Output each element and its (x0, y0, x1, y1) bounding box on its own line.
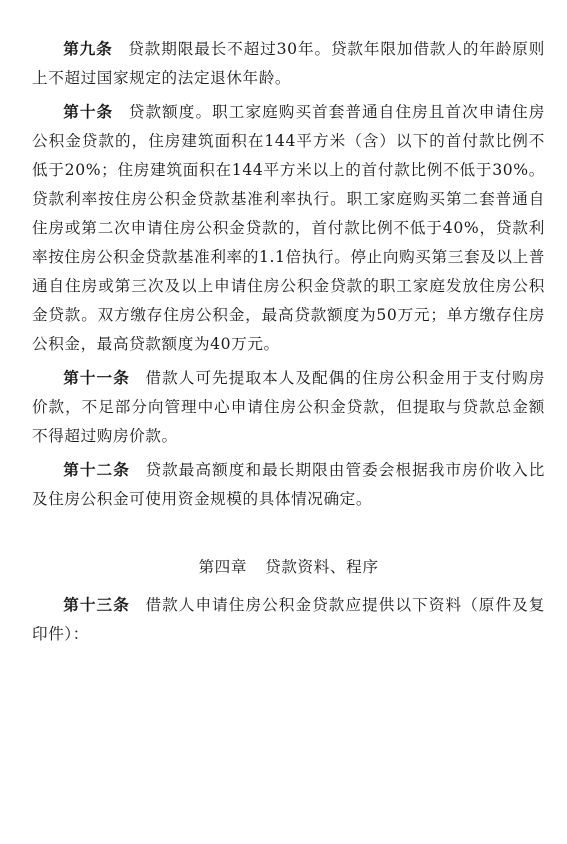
chapter-heading (32, 552, 545, 582)
article-11 (32, 363, 545, 451)
article-13 (32, 590, 545, 649)
article-text: 贷款期限最长不超过30年。贷款年限加借款人的年龄原则上不超过国家规定的法定退休年龄。 (32, 40, 545, 87)
chapter-number: 第四章 (198, 558, 248, 576)
chapter-title: 贷款资料、程序 (265, 558, 379, 576)
article-text: 贷款额度。职工家庭购买首套普通自住房且首次申请住房公积金贷款的，住房建筑面积在144平方米（含）以下的首付款比例不低于20%；住房建筑面积在144平方米以上的首付款比例不低于30%。贷款利率按住房公积金贷款基准利率执行。职工家庭购买第二套普通自住房或第二次申请住房公积金贷款的，首付款比例不低于40%，贷款利率按住房公积金贷款基准利率的1.1倍执行。停止向购买第三套及以上普通自住房或第三次及以上申请住房公积金贷款的职工家庭发放住房公积金贷款。双方缴存住房公积金，最高贷款额度为50万元；单方缴存住房公积金，最高贷款额度为40万元。 (32, 103, 545, 353)
article-text: 借款人申请住房公积金贷款应提供以下资料（原件及复印件）： (32, 596, 545, 643)
article-9 (32, 34, 545, 93)
article-12 (32, 455, 545, 514)
article-text: 借款人可先提取本人及配偶的住房公积金用于支付购房价款，不足部分向管理中心申请住房公积金贷款，但提取与贷款总金额不得超过购房价款。 (32, 369, 545, 445)
article-number: 第十三条 (63, 595, 130, 614)
article-number: 第九条 (63, 39, 113, 58)
article-10 (32, 97, 545, 359)
article-number: 第十二条 (63, 460, 130, 479)
article-number: 第十条 (63, 102, 114, 121)
article-number: 第十一条 (63, 368, 130, 387)
article-text: 贷款最高额度和最长期限由管委会根据我市房价收入比及住房公积金可使用资金规模的具体情况确定。 (32, 461, 545, 508)
